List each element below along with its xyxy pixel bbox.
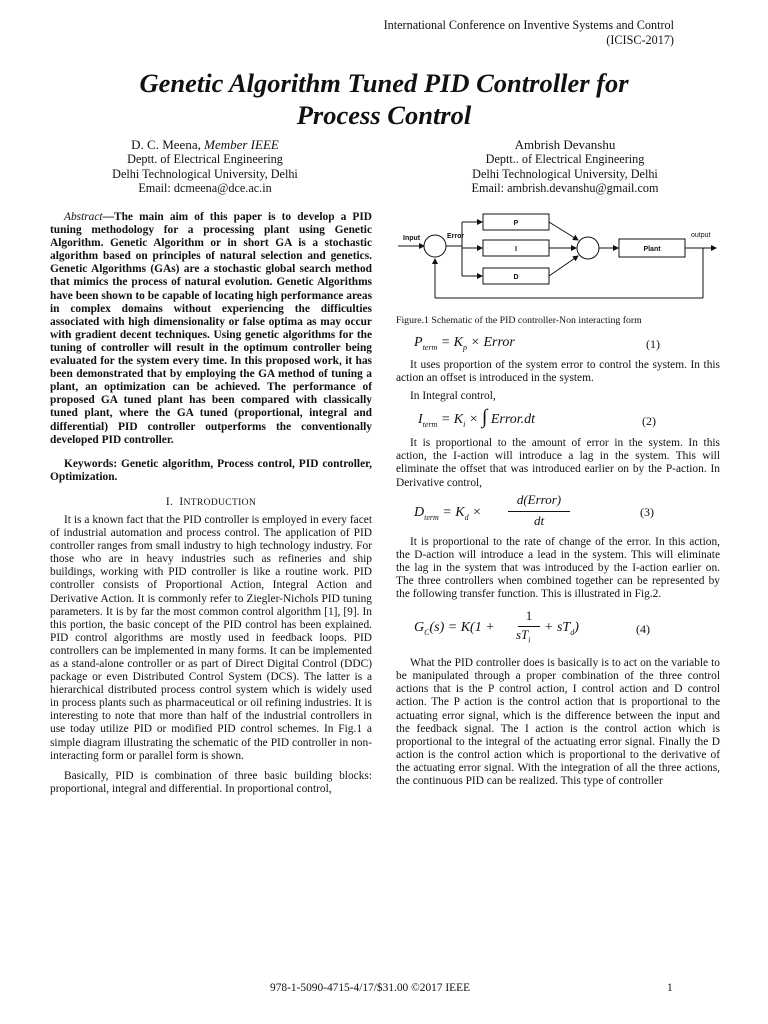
label-input: Input: [403, 235, 421, 242]
abstract-label: Abstract: [64, 211, 103, 223]
equation-1: $P_{term} = K_p$ × Error (1): [414, 335, 660, 352]
author-name: Ambrish Devanshu: [514, 137, 616, 152]
label-error: Error: [447, 233, 465, 240]
author-dept: Deptt. of Electrical Engineering: [127, 152, 283, 167]
right-column: [396, 333, 720, 788]
intro-paragraph-1: It is a known fact that the PID controller is employed in every facet of industrial automation and process control. The application of PID controller ranges from small industry to high technology industry. For those who are in heavy industries such as refineries and ship buildings, working with PID controller is like a routine work. PID controller consists of Proportional Action, Integral Action and Derivative Action. It is commonly refer to Ziegler-Nichols PID tuning parameters. It is by far the most common control algorithm [1], [9]. In this portion, the basic concept of the PID control has been explained. PID control algorithms are mostly used in feedback loops. PID controllers can be implemented in many forms. It can be implemented as a stand-alone controller or as part of Direct Digital Control (DDC) package or even Distributed Control System (DCS). The latter is a hierarchical distributed process control system which is widely used in process plants such as pharmaceutical or oil refining industries. It is interesting to note that more than half of the industrial controllers in use today utilize PID or modified PID control schemes. In Fig.1 a simple diagram illustrating the schematic of the PID controller in non-interacting form or parallel form is shown.: [50, 513, 372, 762]
label-plant: Plant: [643, 246, 661, 253]
label-d: D: [513, 274, 519, 281]
paper-title: [40, 67, 728, 131]
equation-3: $D_{term} = K_d$ × d(Error) dt (3): [414, 491, 654, 528]
intro-paragraph-2: Basically, PID is combination of three basic building blocks: proportional, integral and differential. In proportional control,: [50, 769, 372, 795]
title-line-1: Genetic Algorithm Tuned PID Controller for: [139, 68, 629, 98]
equation-2: $I_{term} = K_i$ × ∫ Error.dt (2): [418, 406, 656, 430]
author-email: Email: ambrish.devanshu@gmail.com: [471, 181, 659, 196]
label-i: I: [515, 246, 517, 253]
label-p: P: [513, 220, 519, 227]
section-heading: I. INTRODUCTION: [165, 495, 257, 508]
pid-schematic-figure: [398, 208, 723, 308]
keywords: Keywords: Genetic algorithm, Process control, PID controller, Optimization.: [50, 457, 372, 483]
equation-4: $G_C(s) = K(1$ + 1 $sT_i$ + $sT_d$) (4): [414, 608, 650, 645]
page-number: 1: [667, 982, 673, 994]
right-paragraph-3: It is proportional to the amount of error in the system. In this action, the I-action will introduce a lag in the system. This will eliminate the offset that was introduced earlier on by the P-action. In Derivative control,: [396, 437, 720, 489]
conference-header: [384, 18, 674, 48]
abstract: [50, 211, 372, 447]
right-paragraph-1: It uses proportion of the system error to control the system. In this action an offset is introduced in the system.: [396, 359, 720, 385]
right-paragraph-2: In Integral control,: [410, 390, 496, 403]
author-email: Email: dcmeena@dce.ac.in: [138, 181, 272, 196]
title-line-2: Process Control: [296, 100, 472, 130]
label-output: output: [691, 232, 711, 239]
conference-abbrev: (ICISC-2017): [606, 33, 674, 47]
author-dept: Deptt.. of Electrical Engineering: [485, 152, 645, 167]
author-univ: Delhi Technological University, Delhi: [472, 166, 658, 181]
summing-junction-1: [424, 235, 446, 257]
conference-name: International Conference on Inventive Systems and Control: [383, 18, 674, 32]
footer-isbn: 978-1-5090-4715-4/17/$31.00 ©2017 IEEE: [270, 982, 471, 994]
author-univ: Delhi Technological University, Delhi: [112, 166, 298, 181]
summing-junction-2: [577, 237, 599, 259]
author-name: D. C. Meena, Member IEEE: [131, 137, 279, 152]
right-paragraph-4: It is proportional to the rate of change of the error. In this action, the D-action will introduce a lead in the system. This will eliminate the lag in the system that was introduced by the I-action earlier on. The three controllers when combined together can be represented by the following transfer function. This is illustrated in Fig.2.: [396, 535, 720, 601]
author-block-2: [420, 138, 710, 196]
left-column: [50, 211, 372, 796]
figure-caption: Figure.1 Schematic of the PID controller-Non interacting form: [396, 315, 642, 326]
abstract-text: —The main aim of this paper is to develop a PID tuning methodology for a processing plant using Genetic Algorithm. Genetic Algorithm or in short GA is a stochastic algorithm based on principles of natural selection and genetics. Genetic Algorithms (GAs) are a stochastic global search method that mimics the process of natural evolution. Genetic Algorithms have been shown to be capable of locating high performance areas in complex domains without experiencing the difficulties associated with high dimensionality or false optima as may occur with gradient decent techniques. Using genetic algorithms for the tuning of controller will result in the optimum controller being evaluated for the system every time. In this proposed work, it has been demonstrated that by employing the GA method of tuning a plant, an optimization can be achieved. The performance of proposed GA tuned plant has been compared with classically tuned plant, where the GA tuned (proportional, integral and differential) PID controller outperforms the conventionally developed PID controller.: [50, 211, 372, 446]
right-paragraph-5: What the PID controller does is basically is to act on the variable to be manipulated through a proper combination of the three control actions that is the P control action, I control action and D control action. The P action is the control action that is proportional to the actuating error signal, which is the difference between the input and the feedback signal. The I action is the control action which is proportional to the integral of the actuating error signal. Finally the D action is the control action which is proportional to the derivative of the actuating error signal. With the integration of all the three actions, the continuous PID can be realized. This type of controller: [396, 657, 720, 787]
author-block-1: [60, 138, 350, 196]
